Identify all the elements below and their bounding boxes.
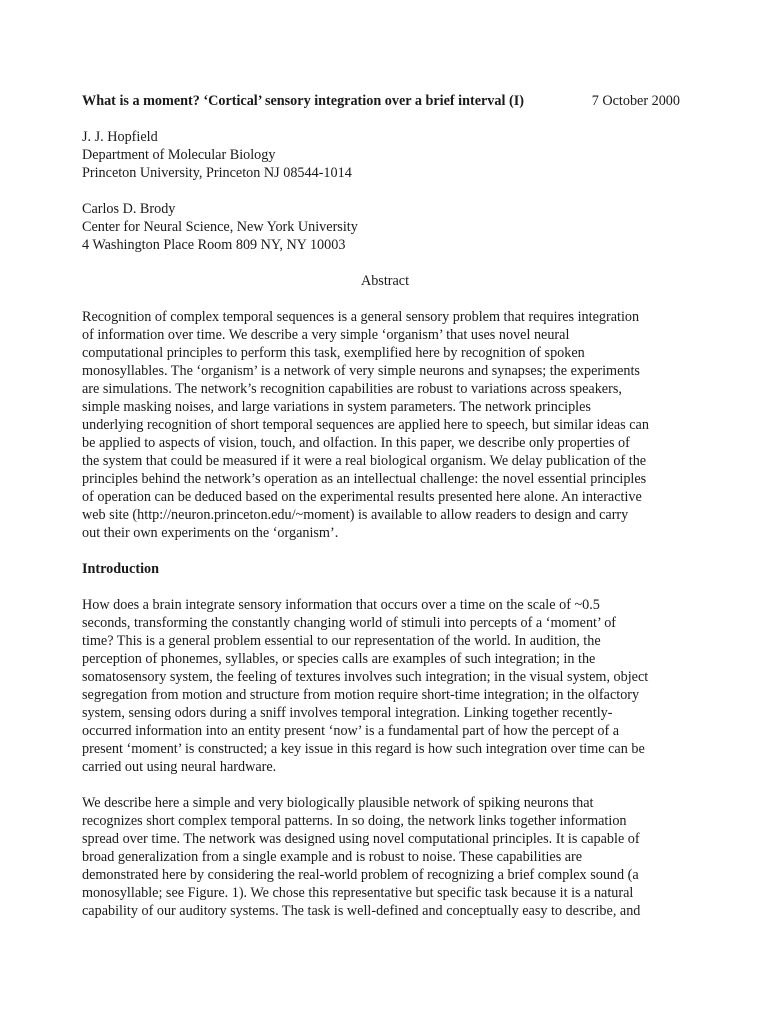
text-line: are simulations. The network’s recognition capabilities are robust to variations across speakers,: [82, 381, 622, 397]
text-line: web site (http://neuron.princeton.edu/~moment) is available to allow readers to design and carry: [82, 507, 629, 523]
text-line: recognizes short complex temporal patterns. In so doing, the network links together information: [82, 813, 627, 829]
text-line: monosyllables. The ‘organism’ is a network of very simple neurons and synapses; the experiments: [82, 363, 640, 379]
text-line: carried out using neural hardware.: [82, 759, 277, 775]
text-line: of information over time. We describe a very simple ‘organism’ that uses novel neural: [82, 327, 570, 343]
text-line: capability of our auditory systems. The task is well-defined and conceptually easy to describe, and: [82, 903, 641, 919]
text-line: occurred information into an entity present ‘now’ is a fundamental part of how the percept of a: [82, 723, 620, 739]
author-name: Carlos D. Brody: [82, 201, 176, 217]
text-line: spread over time. The network was designed using novel computational principles. It is capable of: [82, 831, 640, 847]
text-line: Recognition of complex temporal sequences is a general sensory problem that requires integration: [82, 309, 640, 325]
text-line: seconds, transforming the constantly changing world of stimuli into percepts of a ‘moment’ of: [82, 615, 617, 631]
text-line: broad generalization from a single example and is robust to noise. These capabilities are: [82, 849, 583, 865]
abstract-heading: Abstract: [360, 273, 410, 289]
text-line: How does a brain integrate sensory information that occurs over a time on the scale of ~0.5: [82, 597, 600, 613]
section-heading-introduction: Introduction: [82, 561, 159, 577]
text-line: segregation from motion and structure from motion require short-time integration; in the olfactory: [82, 687, 640, 703]
paper-date: 7 October 2000: [591, 93, 680, 109]
abstract-paragraph: [82, 308, 682, 542]
author-block-brody: [82, 200, 682, 254]
author-address: Princeton University, Princeton NJ 08544-1014: [82, 165, 352, 181]
text-line: principles behind the network’s operation as an intellectual challenge: the novel essential principles: [82, 471, 647, 487]
text-line: time? This is a general problem essential to our representation of the world. In audition, the: [82, 633, 601, 649]
paper-title: What is a moment? ‘Cortical’ sensory integration over a brief interval (I): [82, 93, 524, 109]
text-line: simple masking noises, and large variations in system parameters. The network principles: [82, 399, 591, 415]
text-line: present ‘moment’ is constructed; a key issue in this regard is how such integration over time can be: [82, 741, 645, 757]
text-line: monosyllable; see Figure. 1). We chose this representative but specific task because it is a natural: [82, 885, 634, 901]
author-department: Center for Neural Science, New York University: [82, 219, 358, 235]
text-line: perception of phonemes, syllables, or species calls are examples of such integration; in the: [82, 651, 596, 667]
author-department: Department of Molecular Biology: [82, 147, 276, 163]
text-line: somatosensory system, the feeling of textures involves such integration; in the visual system, object: [82, 669, 649, 685]
introduction-paragraph-1: [82, 596, 682, 776]
text-line: system, sensing odors during a sniff involves temporal integration. Linking together recently-: [82, 705, 613, 721]
introduction-paragraph-2: [82, 794, 682, 920]
text-line: We describe here a simple and very biologically plausible network of spiking neurons that: [82, 795, 594, 811]
text-line: computational principles to perform this task, exemplified here by recognition of spoken: [82, 345, 585, 361]
author-address: 4 Washington Place Room 809 NY, NY 10003: [82, 237, 346, 253]
title-row: [82, 92, 682, 110]
text-line: demonstrated here by considering the real-world problem of recognizing a brief complex sound (a: [82, 867, 639, 883]
text-line: the system that could be measured if it were a real biological organism. We delay publication of the: [82, 453, 647, 469]
text-line: of operation can be deduced based on the experimental results presented here alone. An interactive: [82, 489, 642, 505]
author-block-hopfield: [82, 128, 682, 182]
text-line: underlying recognition of short temporal sequences are applied here to speech, but similar ideas can: [82, 417, 649, 433]
paper-page: [82, 92, 682, 920]
author-name: J. J. Hopfield: [82, 129, 158, 145]
text-line: be applied to aspects of vision, touch, and olfaction. In this paper, we describe only properties of: [82, 435, 630, 451]
text-line: out their own experiments on the ‘organism’.: [82, 525, 339, 541]
